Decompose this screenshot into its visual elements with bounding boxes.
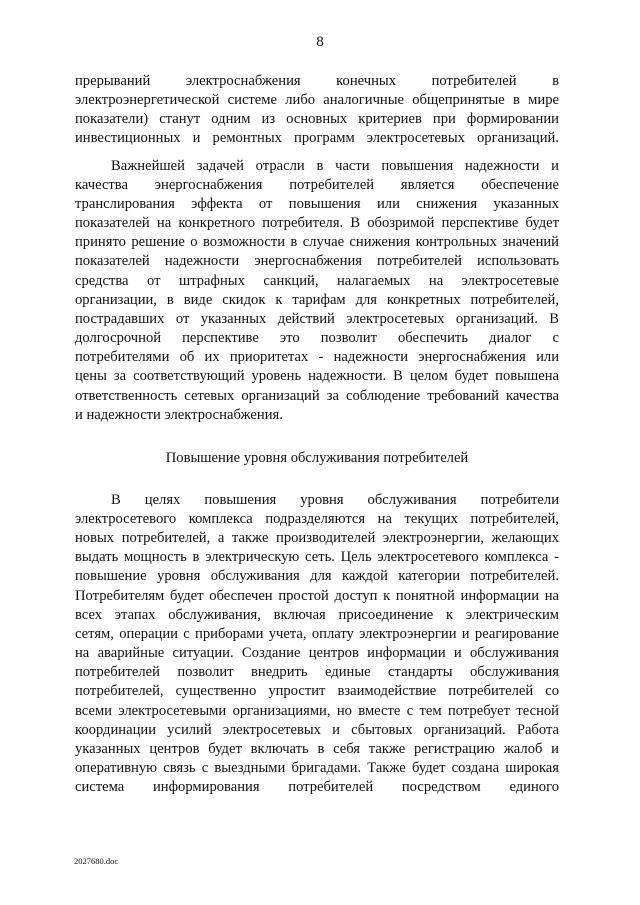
text-line: транслирования эффекта от повышения или снижения указанных bbox=[75, 195, 559, 212]
text-line: потребителей позволит внедрить единые стандарты обслуживания bbox=[75, 664, 559, 681]
text-line: потребителей, существенно упростит взаимодействие потребителей со bbox=[75, 683, 559, 700]
text-line: оперативную связь с выездными бригадами. Также будет создана широкая bbox=[75, 760, 559, 776]
text-line: потребителями об их приоритетах - надежности энергоснабжения или bbox=[75, 349, 559, 366]
text-line: принято решение о возможности в случае снижения контрольных значений bbox=[75, 234, 559, 251]
document-body bbox=[75, 72, 559, 797]
text-line: выдать мощность в электрическую сеть. Цель электросетевого комплекса - bbox=[75, 549, 559, 566]
text-line: всеми электросетевыми организациями, но вместе с тем потребует тесной bbox=[75, 702, 559, 719]
text-line: организации, в виде скидок к тарифам для конкретных потребителей, bbox=[75, 291, 559, 308]
text-line: В целях повышения уровня обслуживания потребители bbox=[111, 491, 559, 508]
page-number: 8 bbox=[316, 34, 324, 50]
text-line: повышение уровня обслуживания для каждой категории потребителей. bbox=[75, 568, 559, 585]
text-line: ответственность сетевых организаций за соблюдение требований качества bbox=[75, 387, 559, 404]
text-line: Потребителям будет обеспечен простой доступ к понятной информации на bbox=[75, 587, 559, 604]
text-line: средства от штрафных санкций, налагаемых на электросетевые bbox=[75, 272, 559, 289]
text-line: координации усилий электросетевых и сбытовых организаций. Работа bbox=[75, 721, 559, 738]
text-line: электросетевого комплекса подразделяются на текущих потребителей, bbox=[75, 510, 559, 527]
text-line: электроэнергетической системе либо аналогичные общепринятые в мире bbox=[75, 92, 559, 109]
text-line: пострадавших от указанных действий электросетевых организаций. В bbox=[75, 310, 559, 327]
text-line: инвестиционных и ремонтных программ электросетевых организаций. bbox=[75, 130, 559, 147]
section-heading: Повышение уровня обслуживания потребителей bbox=[165, 449, 469, 466]
paragraph-3 bbox=[75, 491, 559, 798]
paragraph-2 bbox=[75, 157, 559, 425]
text-line: долгосрочной перспективе это позволит обеспечить диалог с bbox=[75, 330, 559, 347]
text-line: качества энергоснабжения потребителей является обеспечение bbox=[75, 176, 559, 193]
text-line: новых потребителей, а также производителей электроэнергии, желающих bbox=[75, 530, 559, 547]
text-line: на аварийные ситуации. Создание центров информации и обслуживания bbox=[75, 645, 559, 662]
text-line: указанных центров будет включать в себя также регистрацию жалоб и bbox=[75, 740, 559, 757]
paragraph-1 bbox=[75, 72, 559, 149]
document-filename: 2027680.doc bbox=[74, 856, 119, 866]
text-line: Важнейшей задачей отрасли в части повышения надежности и bbox=[111, 157, 559, 174]
text-line: показателей надежности энергоснабжения потребителей использовать bbox=[75, 253, 559, 270]
text-line: сетям, операции с приборами учета, оплату электроэнергии и реагирование bbox=[75, 625, 559, 642]
text-line: прерываний электроснабжения конечных потребителей в bbox=[75, 73, 559, 89]
text-line: показатели) станут одним из основных критериев при формировании bbox=[75, 111, 559, 128]
text-line: цены за соответствующий уровень надежности. В целом будет повышена bbox=[75, 368, 559, 385]
text-line: всех этапах обслуживания, включая присоединение к электрическим bbox=[75, 606, 559, 623]
text-line: и надежности электроснабжения. bbox=[75, 406, 283, 423]
text-line: показателей на конкретного потребителя. В обозримой перспективе будет bbox=[75, 215, 559, 232]
text-line: система информирования потребителей посредством единого bbox=[75, 779, 559, 796]
